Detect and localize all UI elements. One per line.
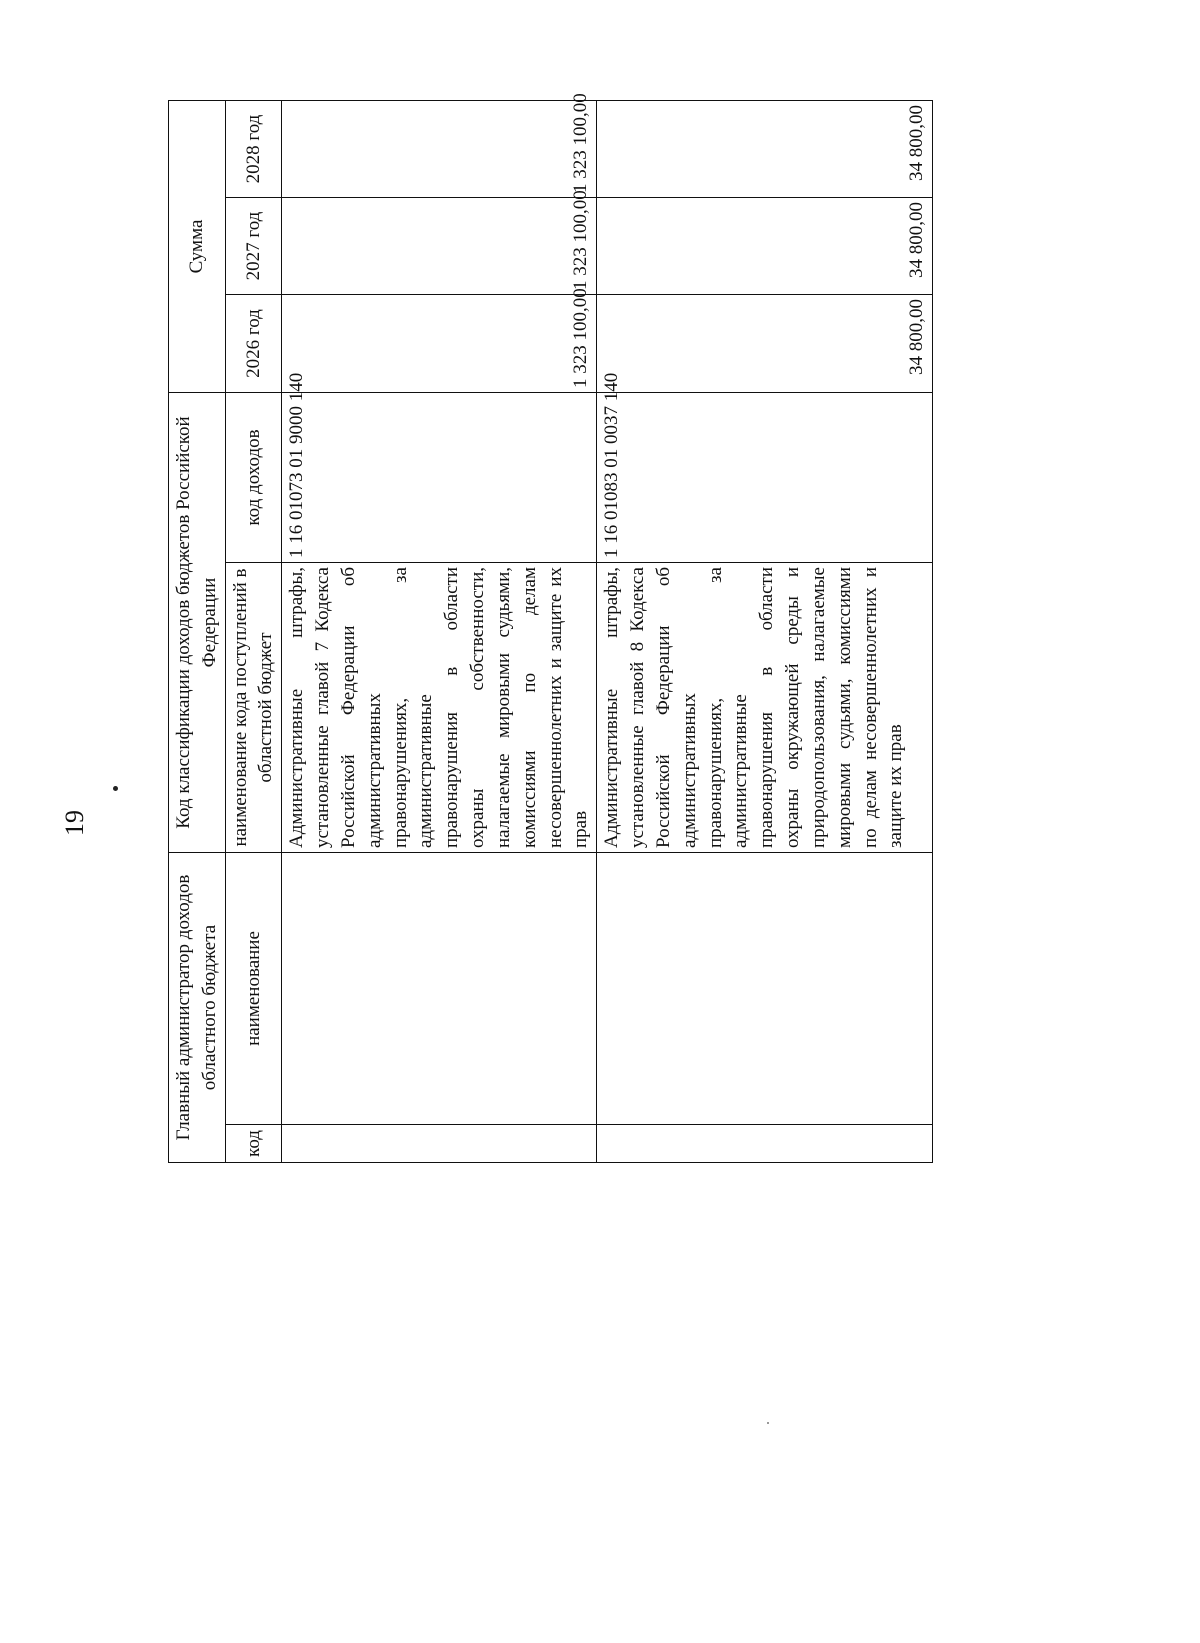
scan-speck	[767, 1422, 769, 1424]
sum-2027-cell: 1 323 100,00	[282, 198, 597, 295]
col-name-header: наименование	[225, 853, 282, 1125]
admin-name-cell	[282, 853, 597, 1125]
sum-2027-cell: 34 800,00	[597, 198, 933, 295]
sum-2028-cell: 34 800,00	[597, 101, 933, 198]
col-income-name-header: наименование кода поступлений в областной бюджет	[225, 563, 282, 853]
sum-2028-cell: 1 323 100,00	[282, 101, 597, 198]
page-number: 19	[60, 810, 89, 836]
sum-group-header: Сумма	[169, 101, 226, 393]
admin-name-cell	[597, 853, 933, 1125]
income-code-cell: 1 16 01073 01 9000 140	[282, 393, 597, 563]
table-row	[597, 101, 933, 1163]
col-year-2027-header: 2027 год	[225, 198, 282, 295]
rotated-table-wrapper	[168, 93, 928, 1163]
sum-2026-cell: 34 800,00	[597, 295, 933, 393]
scan-dot	[113, 786, 118, 791]
income-name-cell: Административные штрафы, установленные главой 8 Кодекса Российской Федерации об административных правонарушениях, за административные правонарушения в области охраны окружающей среды и природопользования, налагаемые мировыми судьями, комиссиями по делам несовершеннолетних и защите их прав	[597, 563, 933, 853]
table-row	[282, 101, 597, 1163]
income-table	[168, 93, 933, 1163]
header-row-2	[225, 101, 282, 1163]
administrator-group-header: Главный администратор доходов областного бюджета	[169, 853, 226, 1163]
col-code-header: код	[225, 1125, 282, 1163]
col-income-code-header: код доходов	[225, 393, 282, 563]
classification-group-header: Код классификации доходов бюджетов Российской Федерации	[169, 393, 226, 853]
header-row-1	[169, 101, 226, 1163]
admin-code-cell	[597, 1125, 933, 1163]
income-code-cell: 1 16 01083 01 0037 140	[597, 393, 933, 563]
col-year-2028-header: 2028 год	[225, 101, 282, 198]
col-year-2026-header: 2026 год	[225, 295, 282, 393]
sum-2026-cell: 1 323 100,00	[282, 295, 597, 393]
income-name-cell: Административные штрафы, установленные главой 7 Кодекса Российской Федерации об административных правонарушениях, за административные правонарушения в области охраны собственности, налагаемые мировыми судьями, комиссиями по делам несовершеннолетних и защите их прав	[282, 563, 597, 853]
admin-code-cell	[282, 1125, 597, 1163]
